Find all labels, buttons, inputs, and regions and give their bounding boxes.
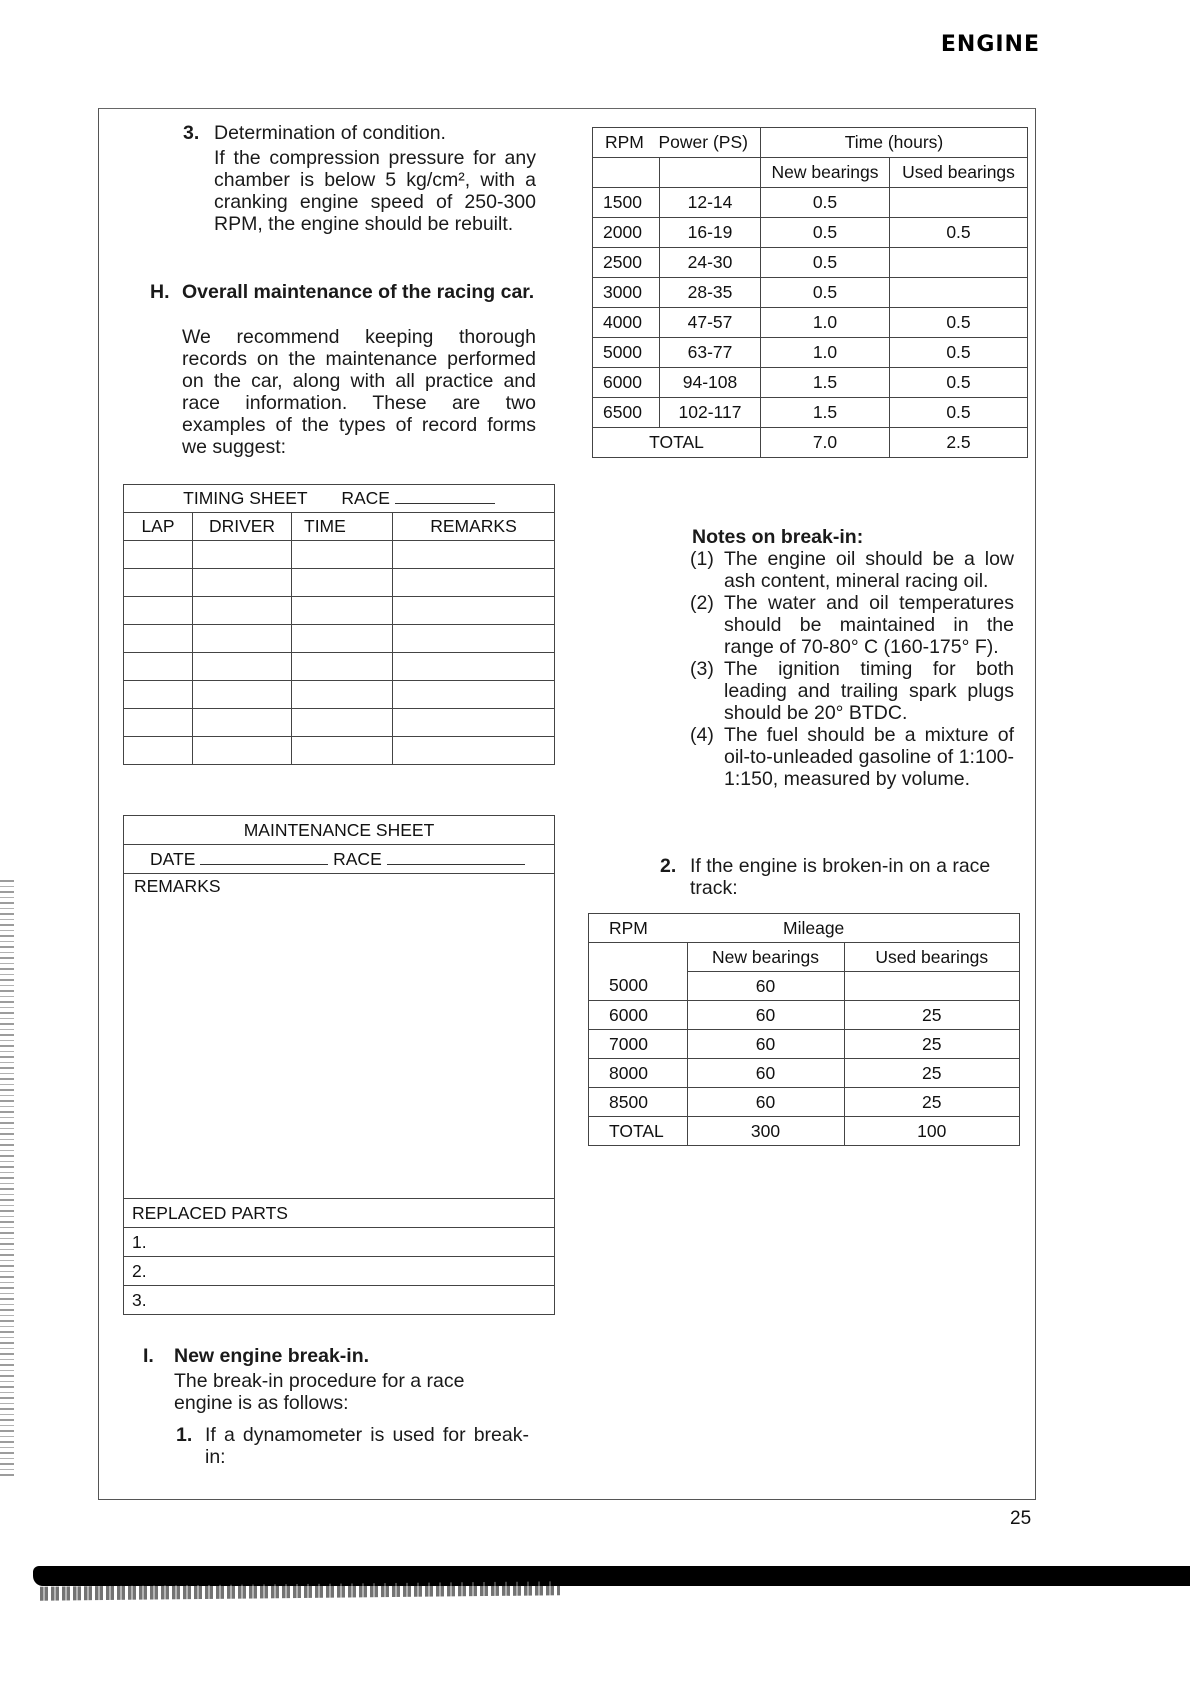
timing-sheet-blank-row bbox=[124, 681, 555, 709]
new-bearings-cell: 1.5 bbox=[761, 398, 890, 428]
note-text: The water and oil temperatures should be maintained in the range of 70-80° C (160-175° F). bbox=[724, 592, 1014, 658]
rpm-cell: 6000 bbox=[593, 368, 660, 398]
section-header-title: ENGINE bbox=[940, 32, 1040, 57]
new-bearings-cell: 0.5 bbox=[761, 278, 890, 308]
dyno-header-rpm-power bbox=[593, 128, 761, 158]
rpm-cell: 8000 bbox=[589, 1059, 688, 1088]
section-i-number: I. bbox=[143, 1345, 154, 1367]
new-bearings-cell: 0.5 bbox=[761, 188, 890, 218]
replaced-part-line: 3. bbox=[124, 1286, 555, 1315]
maintenance-date-blank bbox=[200, 850, 328, 865]
timing-sheet-blank-row bbox=[124, 597, 555, 625]
section-h-number: H. bbox=[150, 281, 170, 303]
new-bearings-cell: 60 bbox=[687, 1059, 844, 1088]
timing-sheet-title-row bbox=[124, 485, 555, 513]
new-bearings-cell: 0.5 bbox=[761, 218, 890, 248]
total-label: TOTAL bbox=[589, 1117, 688, 1146]
used-bearings-cell bbox=[844, 972, 1020, 1001]
total-new-bearings: 300 bbox=[687, 1117, 844, 1146]
new-bearings-cell: 60 bbox=[687, 972, 844, 1001]
power-cell: 94-108 bbox=[660, 368, 761, 398]
maintenance-race-label: RACE bbox=[333, 848, 382, 869]
rpm-cell: 1500 bbox=[593, 188, 660, 218]
dyno-header-new-bearings: New bearings bbox=[761, 158, 890, 188]
rpm-cell: 6500 bbox=[593, 398, 660, 428]
column-header-lap: LAP bbox=[124, 513, 193, 541]
power-cell: 47-57 bbox=[660, 308, 761, 338]
note-item bbox=[692, 548, 1014, 592]
table-row bbox=[593, 338, 1028, 368]
mileage-break-in-table bbox=[588, 913, 1020, 1146]
mileage-header-used-bearings: Used bearings bbox=[844, 943, 1020, 972]
power-cell: 24-30 bbox=[660, 248, 761, 278]
note-item bbox=[692, 724, 1014, 790]
used-bearings-cell: 0.5 bbox=[890, 368, 1028, 398]
table-row bbox=[593, 308, 1028, 338]
table-row bbox=[589, 1088, 1020, 1117]
new-bearings-cell: 1.0 bbox=[761, 338, 890, 368]
section-h-title: Overall maintenance of the racing car. bbox=[182, 281, 535, 303]
section-i-step1-body: If a dynamometer is used for break-in: bbox=[205, 1424, 529, 1468]
note-text: The ignition timing for both leading and trailing spark plugs should be 20° BTDC. bbox=[724, 658, 1014, 724]
mileage-header-mileage: Mileage bbox=[687, 914, 1020, 943]
maintenance-race-blank bbox=[387, 850, 525, 865]
replaced-part-line: 1. bbox=[124, 1228, 555, 1257]
timing-sheet-form bbox=[123, 484, 555, 765]
rpm-cell: 5000 bbox=[589, 972, 688, 1001]
timing-sheet-blank-row bbox=[124, 709, 555, 737]
new-bearings-cell: 1.0 bbox=[761, 308, 890, 338]
rpm-cell: 8500 bbox=[589, 1088, 688, 1117]
note-item bbox=[692, 658, 1014, 724]
note-number: (2) bbox=[690, 592, 714, 614]
timing-sheet-blank-row bbox=[124, 569, 555, 597]
replaced-part-line: 2. bbox=[124, 1257, 555, 1286]
page-number: 25 bbox=[1010, 1508, 1032, 1529]
scan-artifact-bar bbox=[33, 1566, 1190, 1586]
dyno-header-used-bearings: Used bearings bbox=[890, 158, 1028, 188]
rpm-cell: 5000 bbox=[593, 338, 660, 368]
table-row bbox=[593, 368, 1028, 398]
section-i-title: New engine break-in. bbox=[174, 1345, 370, 1367]
maintenance-remarks-area: REMARKS bbox=[124, 874, 555, 1199]
table-total-row bbox=[589, 1117, 1020, 1146]
timing-sheet-race-label: RACE bbox=[341, 488, 390, 508]
section-i-body: The break-in procedure for a race engine is as follows: bbox=[174, 1370, 465, 1414]
used-bearings-cell: 25 bbox=[844, 1030, 1020, 1059]
power-cell: 12-14 bbox=[660, 188, 761, 218]
total-used-bearings: 100 bbox=[844, 1117, 1020, 1146]
dyno-header-time: Time (hours) bbox=[761, 128, 1028, 158]
note-number: (3) bbox=[690, 658, 714, 680]
column-header-remarks: REMARKS bbox=[393, 513, 555, 541]
rpm-cell: 4000 bbox=[593, 308, 660, 338]
timing-sheet-column-headers bbox=[124, 513, 555, 541]
note-item bbox=[692, 592, 1014, 658]
used-bearings-cell bbox=[890, 188, 1028, 218]
column-header-driver: DRIVER bbox=[193, 513, 292, 541]
scan-artifact-edge bbox=[0, 880, 14, 1480]
maintenance-date-label: DATE bbox=[150, 848, 196, 869]
break-in-notes bbox=[692, 526, 1014, 790]
used-bearings-cell: 0.5 bbox=[890, 398, 1028, 428]
used-bearings-cell: 0.5 bbox=[890, 308, 1028, 338]
note-text: The engine oil should be a low ash content, mineral racing oil. bbox=[724, 548, 1014, 592]
note-number: (1) bbox=[690, 548, 714, 570]
timing-sheet-blank-row bbox=[124, 737, 555, 765]
new-bearings-cell: 0.5 bbox=[761, 248, 890, 278]
power-cell: 63-77 bbox=[660, 338, 761, 368]
maintenance-sheet-title: MAINTENANCE SHEET bbox=[124, 816, 555, 845]
table-row bbox=[593, 248, 1028, 278]
power-cell: 16-19 bbox=[660, 218, 761, 248]
dyno-header-rpm: RPM bbox=[605, 132, 644, 152]
section-2-number: 2. bbox=[660, 855, 677, 877]
used-bearings-cell: 25 bbox=[844, 1001, 1020, 1030]
table-row bbox=[593, 218, 1028, 248]
new-bearings-cell: 1.5 bbox=[761, 368, 890, 398]
rpm-cell: 6000 bbox=[589, 1001, 688, 1030]
rpm-cell: 2000 bbox=[593, 218, 660, 248]
dyno-break-in-table bbox=[592, 127, 1028, 458]
maintenance-sheet-date-race-row bbox=[124, 845, 555, 874]
table-total-row bbox=[593, 428, 1028, 458]
used-bearings-cell bbox=[890, 278, 1028, 308]
timing-sheet-blank-row bbox=[124, 653, 555, 681]
rpm-cell: 7000 bbox=[589, 1030, 688, 1059]
section-2-body: If the engine is broken-in on a race track: bbox=[690, 855, 991, 899]
new-bearings-cell: 60 bbox=[687, 1030, 844, 1059]
table-row bbox=[589, 1001, 1020, 1030]
table-row bbox=[593, 398, 1028, 428]
power-cell: 28-35 bbox=[660, 278, 761, 308]
section-3-number: 3. bbox=[183, 122, 200, 144]
note-text: The fuel should be a mixture of oil-to-unleaded gasoline of 1:100-1:150, measured by volume. bbox=[724, 724, 1014, 790]
total-new-bearings: 7.0 bbox=[761, 428, 890, 458]
notes-title: Notes on break-in: bbox=[692, 526, 864, 548]
section-3-title: Determination of condition. bbox=[214, 122, 446, 144]
table-row bbox=[589, 972, 1020, 1001]
table-row bbox=[593, 188, 1028, 218]
section-h-body: We recommend keeping thorough records on the maintenance performed on the car, along with all practice and race information. These are two examples of the types of record forms we suggest: bbox=[182, 326, 536, 458]
used-bearings-cell: 0.5 bbox=[890, 338, 1028, 368]
timing-sheet-title: TIMING SHEET bbox=[183, 488, 308, 508]
table-row bbox=[589, 1059, 1020, 1088]
timing-sheet-blank-row bbox=[124, 625, 555, 653]
dyno-header-power: Power (PS) bbox=[658, 132, 748, 152]
maintenance-sheet-form bbox=[123, 815, 555, 1315]
used-bearings-cell bbox=[890, 248, 1028, 278]
section-3-body: If the compression pressure for any chamber is below 5 kg/cm², with a cranking engine speed of 250-300 RPM, the engine should be rebuilt. bbox=[214, 147, 536, 235]
rpm-cell: 2500 bbox=[593, 248, 660, 278]
note-number: (4) bbox=[690, 724, 714, 746]
power-cell: 102-117 bbox=[660, 398, 761, 428]
total-used-bearings: 2.5 bbox=[890, 428, 1028, 458]
table-row bbox=[593, 278, 1028, 308]
rpm-cell: 3000 bbox=[593, 278, 660, 308]
new-bearings-cell: 60 bbox=[687, 1088, 844, 1117]
mileage-header-rpm: RPM bbox=[589, 914, 688, 943]
replaced-parts-label: REPLACED PARTS bbox=[124, 1199, 555, 1228]
total-label: TOTAL bbox=[593, 428, 761, 458]
timing-sheet-blank-row bbox=[124, 541, 555, 569]
used-bearings-cell: 25 bbox=[844, 1059, 1020, 1088]
used-bearings-cell: 25 bbox=[844, 1088, 1020, 1117]
mileage-header-new-bearings: New bearings bbox=[687, 943, 844, 972]
used-bearings-cell: 0.5 bbox=[890, 218, 1028, 248]
section-i-step1-number: 1. bbox=[176, 1424, 193, 1446]
timing-sheet-race-blank bbox=[395, 489, 495, 504]
new-bearings-cell: 60 bbox=[687, 1001, 844, 1030]
column-header-time: TIME bbox=[292, 513, 393, 541]
table-row bbox=[589, 1030, 1020, 1059]
